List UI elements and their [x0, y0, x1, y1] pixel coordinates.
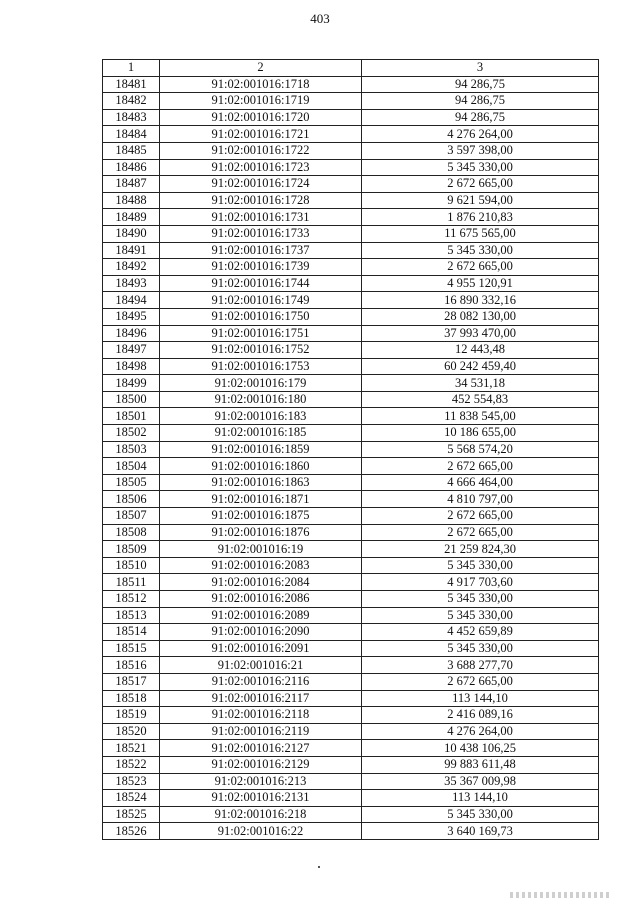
table-row — [103, 126, 599, 143]
value-cell: 4 955 120,91 — [362, 275, 599, 292]
value-cell: 37 993 470,00 — [362, 325, 599, 342]
cadastral-number-cell: 91:02:001016:2119 — [160, 723, 362, 740]
row-number-cell: 18497 — [103, 342, 160, 359]
cadastral-number-cell: 91:02:001016:1752 — [160, 342, 362, 359]
cadastral-number-cell: 91:02:001016:1753 — [160, 358, 362, 375]
value-cell: 5 345 330,00 — [362, 159, 599, 176]
row-number-cell: 18483 — [103, 109, 160, 126]
table-row — [103, 773, 599, 790]
value-cell: 35 367 009,98 — [362, 773, 599, 790]
cadastral-number-cell: 91:02:001016:21 — [160, 657, 362, 674]
row-number-cell: 18486 — [103, 159, 160, 176]
value-cell: 5 345 330,00 — [362, 806, 599, 823]
value-cell: 4 276 264,00 — [362, 723, 599, 740]
column-header-1: 1 — [103, 60, 160, 77]
cadastral-number-cell: 91:02:001016:1728 — [160, 192, 362, 209]
table-row — [103, 325, 599, 342]
cadastral-number-cell: 91:02:001016:19 — [160, 541, 362, 558]
value-cell: 4 810 797,00 — [362, 491, 599, 508]
cadastral-number-cell: 91:02:001016:218 — [160, 806, 362, 823]
table-row — [103, 192, 599, 209]
value-cell: 5 345 330,00 — [362, 242, 599, 259]
value-cell: 11 675 565,00 — [362, 225, 599, 242]
table-row — [103, 557, 599, 574]
cadastral-number-cell: 91:02:001016:1722 — [160, 142, 362, 159]
row-number-cell: 18517 — [103, 673, 160, 690]
cadastral-number-cell: 91:02:001016:2117 — [160, 690, 362, 707]
table-row — [103, 707, 599, 724]
value-cell: 2 416 089,16 — [362, 707, 599, 724]
table-row — [103, 159, 599, 176]
value-cell: 1 876 210,83 — [362, 209, 599, 226]
value-cell: 113 144,10 — [362, 790, 599, 807]
row-number-cell: 18505 — [103, 474, 160, 491]
row-number-cell: 18499 — [103, 375, 160, 392]
scan-artifact-marks — [510, 892, 610, 898]
value-cell: 21 259 824,30 — [362, 541, 599, 558]
cadastral-number-cell: 91:02:001016:1863 — [160, 474, 362, 491]
value-cell: 2 672 665,00 — [362, 259, 599, 276]
value-cell: 2 672 665,00 — [362, 508, 599, 525]
row-number-cell: 18504 — [103, 458, 160, 475]
row-number-cell: 18491 — [103, 242, 160, 259]
table-row — [103, 756, 599, 773]
cadastral-number-cell: 91:02:001016:213 — [160, 773, 362, 790]
cadastral-number-cell: 91:02:001016:1744 — [160, 275, 362, 292]
row-number-cell: 18518 — [103, 690, 160, 707]
row-number-cell: 18493 — [103, 275, 160, 292]
row-number-cell: 18487 — [103, 176, 160, 193]
row-number-cell: 18512 — [103, 591, 160, 608]
page-number: 403 — [310, 11, 330, 26]
table-row — [103, 657, 599, 674]
row-number-cell: 18492 — [103, 259, 160, 276]
table-row — [103, 93, 599, 110]
row-number-cell: 18513 — [103, 607, 160, 624]
table-row — [103, 292, 599, 309]
cadastral-number-cell: 91:02:001016:1750 — [160, 308, 362, 325]
table-row — [103, 640, 599, 657]
cadastral-number-cell: 91:02:001016:2090 — [160, 624, 362, 641]
cadastral-number-cell: 91:02:001016:2129 — [160, 756, 362, 773]
value-cell: 4 666 464,00 — [362, 474, 599, 491]
cadastral-number-cell: 91:02:001016:2118 — [160, 707, 362, 724]
table-row — [103, 541, 599, 558]
column-header-3: 3 — [362, 60, 599, 77]
table-row — [103, 607, 599, 624]
table-row — [103, 458, 599, 475]
table-row — [103, 391, 599, 408]
cadastral-number-cell: 91:02:001016:1859 — [160, 441, 362, 458]
table-row — [103, 591, 599, 608]
cadastral-number-cell: 91:02:001016:1733 — [160, 225, 362, 242]
row-number-cell: 18515 — [103, 640, 160, 657]
cadastral-number-cell: 91:02:001016:1876 — [160, 524, 362, 541]
table-row — [103, 624, 599, 641]
value-cell: 94 286,75 — [362, 76, 599, 93]
table-row — [103, 508, 599, 525]
table-row — [103, 342, 599, 359]
table-row — [103, 790, 599, 807]
value-cell: 452 554,83 — [362, 391, 599, 408]
table-row — [103, 524, 599, 541]
cadastral-number-cell: 91:02:001016:1731 — [160, 209, 362, 226]
table-row — [103, 242, 599, 259]
value-cell: 3 688 277,70 — [362, 657, 599, 674]
cadastral-number-cell: 91:02:001016:1721 — [160, 126, 362, 143]
cadastral-number-cell: 91:02:001016:2127 — [160, 740, 362, 757]
cadastral-number-cell: 91:02:001016:2083 — [160, 557, 362, 574]
table-row — [103, 441, 599, 458]
value-cell: 10 438 106,25 — [362, 740, 599, 757]
cadastral-number-cell: 91:02:001016:1718 — [160, 76, 362, 93]
table-row — [103, 690, 599, 707]
header-row — [103, 60, 599, 77]
table-row — [103, 76, 599, 93]
row-number-cell: 18506 — [103, 491, 160, 508]
table-row — [103, 142, 599, 159]
table-row — [103, 308, 599, 325]
value-cell: 5 345 330,00 — [362, 607, 599, 624]
cadastral-number-cell: 91:02:001016:1749 — [160, 292, 362, 309]
value-cell: 5 345 330,00 — [362, 591, 599, 608]
row-number-cell: 18520 — [103, 723, 160, 740]
value-cell: 3 597 398,00 — [362, 142, 599, 159]
table-row — [103, 259, 599, 276]
value-cell: 94 286,75 — [362, 109, 599, 126]
value-cell: 28 082 130,00 — [362, 308, 599, 325]
table-body — [103, 76, 599, 839]
row-number-cell: 18524 — [103, 790, 160, 807]
cadastral-number-cell: 91:02:001016:2091 — [160, 640, 362, 657]
value-cell: 11 838 545,00 — [362, 408, 599, 425]
table-row — [103, 574, 599, 591]
table-row — [103, 225, 599, 242]
row-number-cell: 18501 — [103, 408, 160, 425]
row-number-cell: 18526 — [103, 823, 160, 840]
table-row — [103, 491, 599, 508]
row-number-cell: 18481 — [103, 76, 160, 93]
value-cell: 3 640 169,73 — [362, 823, 599, 840]
row-number-cell: 18522 — [103, 756, 160, 773]
value-cell: 4 917 703,60 — [362, 574, 599, 591]
row-number-cell: 18525 — [103, 806, 160, 823]
cadastral-number-cell: 91:02:001016:22 — [160, 823, 362, 840]
cadastral-number-cell: 91:02:001016:179 — [160, 375, 362, 392]
row-number-cell: 18510 — [103, 557, 160, 574]
row-number-cell: 18514 — [103, 624, 160, 641]
row-number-cell: 18523 — [103, 773, 160, 790]
row-number-cell: 18485 — [103, 142, 160, 159]
row-number-cell: 18516 — [103, 657, 160, 674]
scan-speck — [318, 866, 320, 868]
row-number-cell: 18496 — [103, 325, 160, 342]
table-header — [103, 60, 599, 77]
cadastral-number-cell: 91:02:001016:1724 — [160, 176, 362, 193]
row-number-cell: 18507 — [103, 508, 160, 525]
table-row — [103, 275, 599, 292]
cadastral-number-cell: 91:02:001016:183 — [160, 408, 362, 425]
table-row — [103, 176, 599, 193]
value-cell: 12 443,48 — [362, 342, 599, 359]
value-cell: 99 883 611,48 — [362, 756, 599, 773]
table-row — [103, 474, 599, 491]
value-cell: 2 672 665,00 — [362, 458, 599, 475]
table-row — [103, 723, 599, 740]
cadastral-number-cell: 91:02:001016:1875 — [160, 508, 362, 525]
value-cell: 5 345 330,00 — [362, 557, 599, 574]
cadastral-number-cell: 91:02:001016:2131 — [160, 790, 362, 807]
value-cell: 5 345 330,00 — [362, 640, 599, 657]
cadastral-number-cell: 91:02:001016:2089 — [160, 607, 362, 624]
cadastral-number-cell: 91:02:001016:180 — [160, 391, 362, 408]
row-number-cell: 18511 — [103, 574, 160, 591]
cadastral-number-cell: 91:02:001016:2086 — [160, 591, 362, 608]
table-row — [103, 425, 599, 442]
value-cell: 34 531,18 — [362, 375, 599, 392]
cadastral-number-cell: 91:02:001016:2116 — [160, 673, 362, 690]
cadastral-number-cell: 91:02:001016:1871 — [160, 491, 362, 508]
row-number-cell: 18509 — [103, 541, 160, 558]
cadastral-number-cell: 91:02:001016:185 — [160, 425, 362, 442]
row-number-cell: 18508 — [103, 524, 160, 541]
table-row — [103, 358, 599, 375]
table-row — [103, 823, 599, 840]
cadastral-number-cell: 91:02:001016:2084 — [160, 574, 362, 591]
registry-table — [102, 59, 599, 840]
row-number-cell: 18500 — [103, 391, 160, 408]
value-cell: 113 144,10 — [362, 690, 599, 707]
value-cell: 4 276 264,00 — [362, 126, 599, 143]
table-row — [103, 740, 599, 757]
row-number-cell: 18482 — [103, 93, 160, 110]
value-cell: 2 672 665,00 — [362, 673, 599, 690]
row-number-cell: 18489 — [103, 209, 160, 226]
column-header-2: 2 — [160, 60, 362, 77]
cadastral-number-cell: 91:02:001016:1719 — [160, 93, 362, 110]
value-cell: 2 672 665,00 — [362, 524, 599, 541]
value-cell: 16 890 332,16 — [362, 292, 599, 309]
row-number-cell: 18490 — [103, 225, 160, 242]
row-number-cell: 18502 — [103, 425, 160, 442]
row-number-cell: 18488 — [103, 192, 160, 209]
cadastral-number-cell: 91:02:001016:1751 — [160, 325, 362, 342]
value-cell: 94 286,75 — [362, 93, 599, 110]
row-number-cell: 18503 — [103, 441, 160, 458]
row-number-cell: 18494 — [103, 292, 160, 309]
cadastral-number-cell: 91:02:001016:1720 — [160, 109, 362, 126]
cadastral-number-cell: 91:02:001016:1737 — [160, 242, 362, 259]
table-row — [103, 109, 599, 126]
value-cell: 10 186 655,00 — [362, 425, 599, 442]
row-number-cell: 18495 — [103, 308, 160, 325]
table-row — [103, 408, 599, 425]
row-number-cell: 18521 — [103, 740, 160, 757]
row-number-cell: 18498 — [103, 358, 160, 375]
value-cell: 60 242 459,40 — [362, 358, 599, 375]
row-number-cell: 18484 — [103, 126, 160, 143]
table-row — [103, 806, 599, 823]
value-cell: 2 672 665,00 — [362, 176, 599, 193]
row-number-cell: 18519 — [103, 707, 160, 724]
value-cell: 5 568 574,20 — [362, 441, 599, 458]
table-row — [103, 673, 599, 690]
cadastral-number-cell: 91:02:001016:1860 — [160, 458, 362, 475]
table-row — [103, 375, 599, 392]
cadastral-number-cell: 91:02:001016:1723 — [160, 159, 362, 176]
table-row — [103, 209, 599, 226]
value-cell: 9 621 594,00 — [362, 192, 599, 209]
cadastral-number-cell: 91:02:001016:1739 — [160, 259, 362, 276]
value-cell: 4 452 659,89 — [362, 624, 599, 641]
